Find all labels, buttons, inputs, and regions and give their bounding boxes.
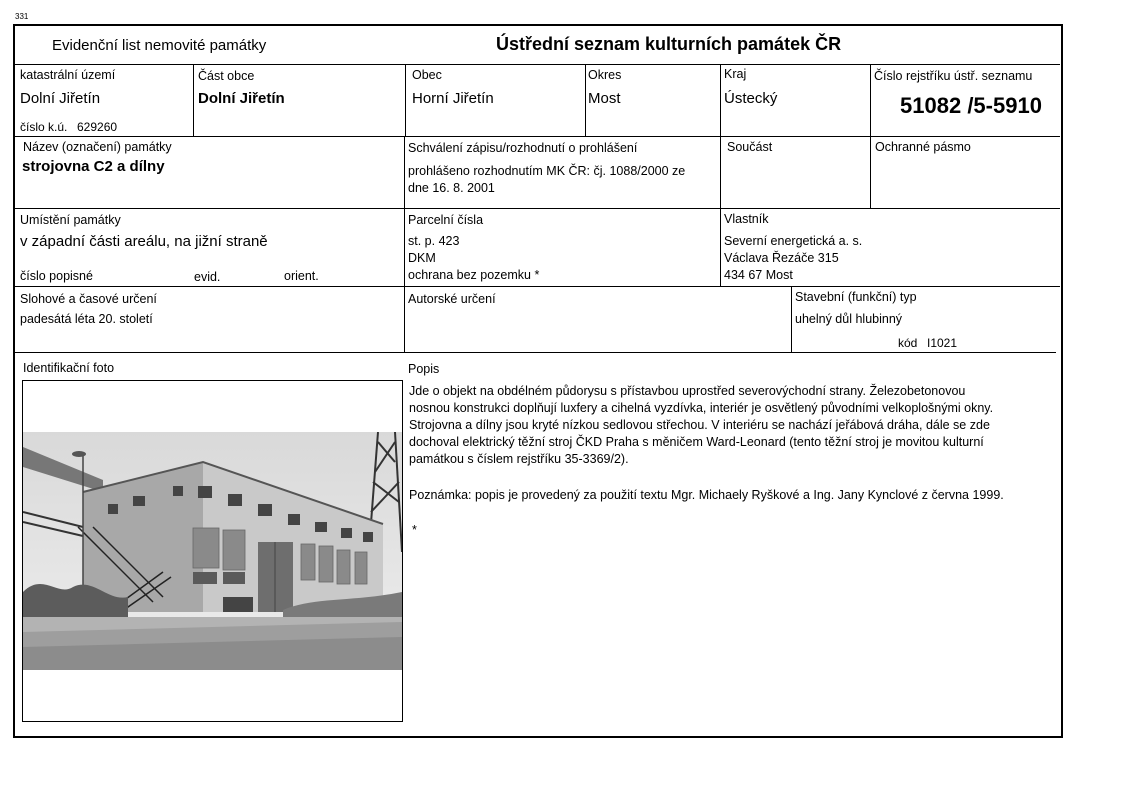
description-label: Popis (408, 362, 440, 376)
description-line-4: dochoval elektrický těžní stroj ČKD Praha s měničem Ward-Leonard (tento těžní stroj je movitou kulturní (409, 435, 984, 449)
divider (404, 136, 405, 208)
register-number-value (900, 93, 1042, 119)
parcel-line-3: ochrana bez pozemku * (408, 268, 540, 282)
divider (585, 64, 586, 136)
register-title: Ústřední seznam kulturních památek ČR (496, 34, 842, 54)
municipality-label: Obec (412, 68, 442, 82)
approval-line-2: dne 16. 8. 2001 (408, 181, 495, 195)
description-line-5: památkou s číslem rejstříku 35-3369/2). (409, 452, 629, 466)
style-period-value: padesátá léta 20. století (20, 312, 153, 326)
divider (720, 136, 721, 208)
parcel-numbers-label: Parcelní čísla (408, 213, 484, 227)
cadastral-area-value: Dolní Jiřetín (20, 90, 101, 107)
approval-label: Schválení zápisu/rozhodnutí o prohlášení (408, 141, 638, 155)
register-number-suffix: /5-5910 (967, 93, 1042, 118)
type-code-value: I1021 (927, 336, 958, 350)
divider (14, 352, 1056, 353)
divider (720, 208, 721, 286)
registry-number-label: evid. (194, 270, 221, 284)
monument-name-value: strojovna C2 a dílny (22, 158, 165, 175)
orientation-number-label: orient. (284, 269, 319, 283)
author-label: Autorské určení (408, 292, 496, 306)
cadastral-area-label: katastrální území (20, 68, 116, 82)
building-type-label: Stavební (funkční) typ (795, 290, 917, 304)
register-number-label: Číslo rejstříku ústř. seznamu (874, 69, 1033, 83)
divider (404, 208, 405, 286)
owner-label: Vlastník (724, 212, 769, 226)
district-label: Okres (588, 68, 622, 82)
photo-label: Identifikační foto (23, 361, 115, 375)
divider (14, 136, 1060, 137)
region-label: Kraj (724, 67, 747, 81)
identification-photo (23, 432, 402, 670)
divider (791, 286, 792, 352)
owner-line-3: 434 67 Most (724, 268, 793, 282)
style-period-label: Slohové a časové určení (20, 292, 157, 306)
divider (14, 64, 1060, 65)
type-code-label: kód (898, 336, 918, 350)
owner-line-2: Václava Řezáče 315 (724, 251, 839, 265)
divider (870, 136, 871, 208)
district-value: Most (588, 90, 621, 107)
register-number-main: 51082 (900, 93, 962, 118)
monument-name-label: Název (označení) památky (23, 140, 172, 154)
divider (405, 64, 406, 136)
location-label: Umístění památky (20, 213, 121, 227)
parcel-line-2: DKM (408, 251, 436, 265)
approval-line-1: prohlášeno rozhodnutím MK ČR: čj. 1088/2000 ze (408, 164, 686, 178)
municipality-part-label: Část obce (198, 69, 255, 83)
owner-line-1: Severní energetická a. s. (724, 234, 863, 248)
cadastral-number-value: 629260 (77, 120, 118, 134)
footnote-asterisk: * (412, 523, 417, 537)
description-line-1: Jde o objekt na obdélném půdorysu s přístavbou uprostřed severovýchodní strany. Železobetonovou (409, 384, 966, 398)
component-label: Součást (727, 140, 773, 154)
divider (404, 286, 405, 352)
location-value: v západní části areálu, na jižní straně (20, 233, 268, 250)
house-number-label: číslo popisné (20, 269, 93, 283)
divider (720, 64, 721, 136)
divider (14, 208, 1060, 209)
divider (193, 64, 194, 136)
protection-zone-label: Ochranné pásmo (875, 140, 971, 154)
page-number: 331 (15, 12, 29, 21)
divider (870, 64, 871, 136)
municipality-value: Horní Jiřetín (412, 90, 494, 107)
cadastral-number-label: číslo k.ú. (20, 120, 68, 134)
region-value: Ústecký (724, 90, 778, 107)
parcel-line-1: st. p. 423 (408, 234, 460, 248)
description-line-3: Strojovna a dílny jsou kryté nízkou sedlovou střechou. V interiéru se nachází jeřábová dráha, dále se zde (409, 418, 990, 432)
building-type-value: uhelný důl hlubinný (795, 312, 903, 326)
divider (14, 286, 1060, 287)
sheet-type-title: Evidenční list nemovité památky (52, 37, 267, 54)
description-note: Poznámka: popis je provedený za použití textu Mgr. Michaely Ryškové a Ing. Jany Kynclové z června 1999. (409, 488, 1004, 502)
description-line-2: nosnou konstrukci doplňují luxfery a cihelná vyzdívka, interiér je osvětlený původními velkoplošnými okny. (409, 401, 994, 415)
municipality-part-value: Dolní Jiřetín (198, 90, 285, 107)
